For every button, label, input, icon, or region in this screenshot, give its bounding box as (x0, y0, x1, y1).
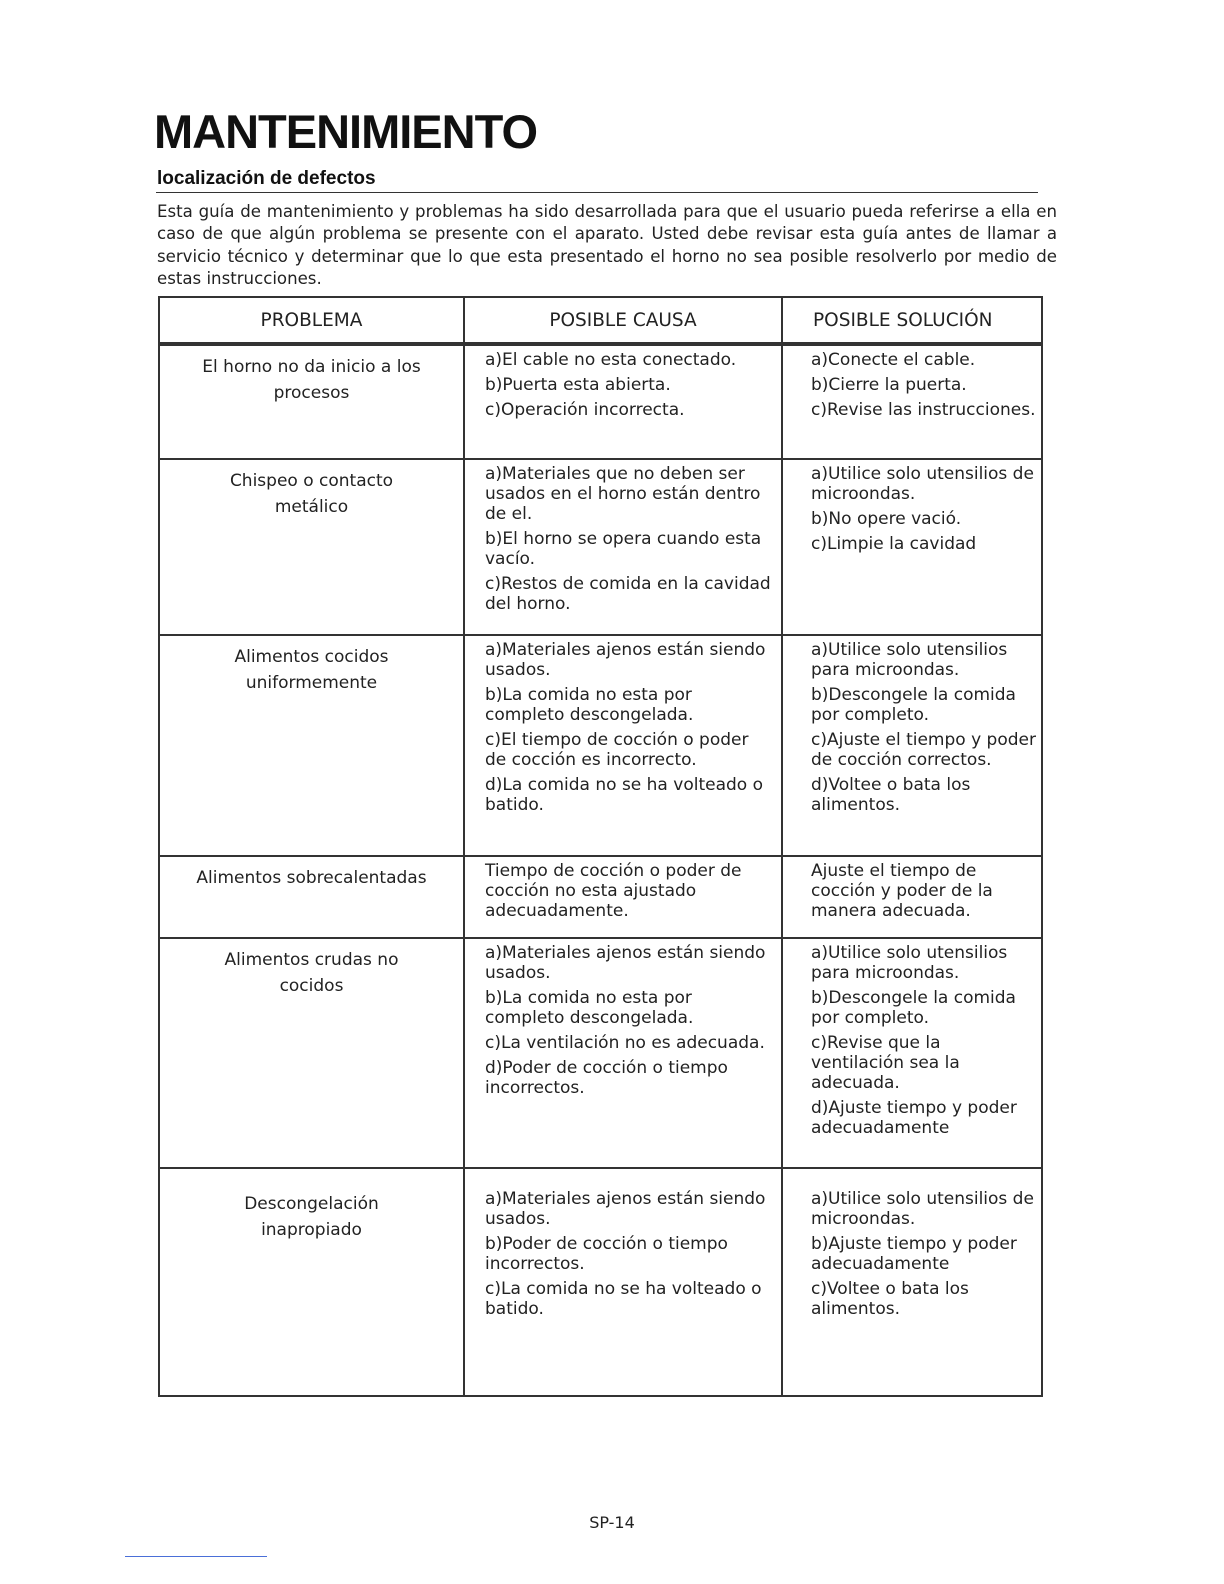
cause-cell (464, 635, 782, 856)
solution-cell (782, 938, 1042, 1168)
problem-cell: Chispeo o contacto metálico (159, 459, 464, 635)
solution-cell (782, 1168, 1042, 1396)
intro-paragraph: Esta guía de mantenimiento y problemas ha sido desarrollada para que el usuario pueda referirse a ella en caso de que algún problema se presente con el aparato. Usted debe revisar esta guía antes de llamar a servicio técnico y determinar que lo que esta presentado el horno no sea posible resolverlo por medio de estas instrucciones. (157, 202, 1057, 289)
cause-item: c)El tiempo de cocción o poder de cocción es incorrecto. (485, 730, 749, 770)
cause-item: a)Materiales ajenos están siendo usados. (485, 640, 766, 680)
header-problema: PROBLEMA (159, 297, 464, 344)
cause-item: b)Puerta esta abierta. (485, 375, 671, 395)
solution-item: b)Cierre la puerta. (811, 375, 967, 395)
page-title: MANTENIMIENTO (154, 105, 538, 158)
solution-item: Ajuste el tiempo de cocción y poder de la manera adecuada. (811, 861, 993, 921)
solution-item: b)No opere vació. (811, 509, 962, 529)
cause-item: d)La comida no se ha volteado o batido. (485, 775, 763, 815)
solution-item: d)Voltee o bata los alimentos. (811, 775, 971, 815)
solution-item: c)Revise las instrucciones. (811, 400, 1036, 420)
solution-item: b)Descongele la comida por completo. (811, 988, 1016, 1028)
solution-item: a)Utilice solo utensilios para microondas. (811, 640, 1008, 680)
solution-item: a)Utilice solo utensilios de microondas. (811, 1189, 1034, 1229)
problem-cell: El horno no da inicio a los procesos (159, 344, 464, 459)
solution-item: b)Descongele la comida por completo. (811, 685, 1016, 725)
cause-item: b)El horno se opera cuando esta vacío. (485, 529, 762, 569)
cause-cell (464, 459, 782, 635)
header-posible-causa: POSIBLE CAUSA (464, 297, 782, 344)
problem-cell: Descongelación inapropiado (159, 1168, 464, 1396)
cause-item: a)Materiales ajenos están siendo usados. (485, 1189, 766, 1229)
cause-cell (464, 938, 782, 1168)
cause-item: c)La comida no se ha volteado o batido. (485, 1279, 762, 1319)
solution-item: c)Ajuste el tiempo y poder de cocción correctos. (811, 730, 1036, 770)
solution-item: a)Conecte el cable. (811, 350, 976, 370)
solution-item: b)Ajuste tiempo y poder adecuadamente (811, 1234, 1017, 1274)
cause-item: b)La comida no esta por completo descongelada. (485, 988, 694, 1028)
cause-item: c)Operación incorrecta. (485, 400, 685, 420)
solution-item: c)Limpie la cavidad (811, 534, 977, 554)
cause-item: d)Poder de cocción o tiempo incorrectos. (485, 1058, 728, 1098)
table-row (159, 635, 1042, 856)
cause-item: c)La ventilación no es adecuada. (485, 1033, 765, 1053)
solution-cell (782, 635, 1042, 856)
solution-item: d)Ajuste tiempo y poder adecuadamente (811, 1098, 1017, 1138)
table-row (159, 938, 1042, 1168)
problem-cell: Alimentos crudas no cocidos (159, 938, 464, 1168)
table-row (159, 459, 1042, 635)
solution-cell (782, 459, 1042, 635)
table-row (159, 344, 1042, 459)
cause-item: b)Poder de cocción o tiempo incorrectos. (485, 1234, 728, 1274)
troubleshooting-table (158, 296, 1043, 1397)
title-divider (156, 192, 1038, 193)
table-row (159, 856, 1042, 938)
cause-item: a)Materiales que no deben ser usados en el horno están dentro de el. (485, 464, 761, 524)
cause-cell (464, 856, 782, 938)
solution-item: a)Utilice solo utensilios para microondas. (811, 943, 1008, 983)
table-row (159, 1168, 1042, 1396)
table-header-row (159, 297, 1042, 344)
cause-item: a)Materiales ajenos están siendo usados. (485, 943, 766, 983)
section-subtitle: localización de defectos (157, 168, 376, 189)
page-number: SP-14 (589, 1513, 635, 1532)
problem-cell: Alimentos cocidos uniformemente (159, 635, 464, 856)
cause-cell (464, 344, 782, 459)
solution-item: c)Voltee o bata los alimentos. (811, 1279, 969, 1319)
cause-item: a)El cable no esta conectado. (485, 350, 737, 370)
solution-cell (782, 344, 1042, 459)
solution-item: c)Revise que la ventilación sea la adecuada. (811, 1033, 960, 1093)
solution-item: a)Utilice solo utensilios de microondas. (811, 464, 1034, 504)
cause-cell (464, 1168, 782, 1396)
solution-cell (782, 856, 1042, 938)
footer-line (125, 1556, 267, 1557)
cause-item: Tiempo de cocción o poder de cocción no esta ajustado adecuadamente. (485, 861, 742, 921)
header-posible-solucion: POSIBLE SOLUCIÓN (782, 297, 1042, 344)
problem-cell: Alimentos sobrecalentadas (159, 856, 464, 938)
cause-item: c)Restos de comida en la cavidad del horno. (485, 574, 771, 614)
cause-item: b)La comida no esta por completo descongelada. (485, 685, 694, 725)
